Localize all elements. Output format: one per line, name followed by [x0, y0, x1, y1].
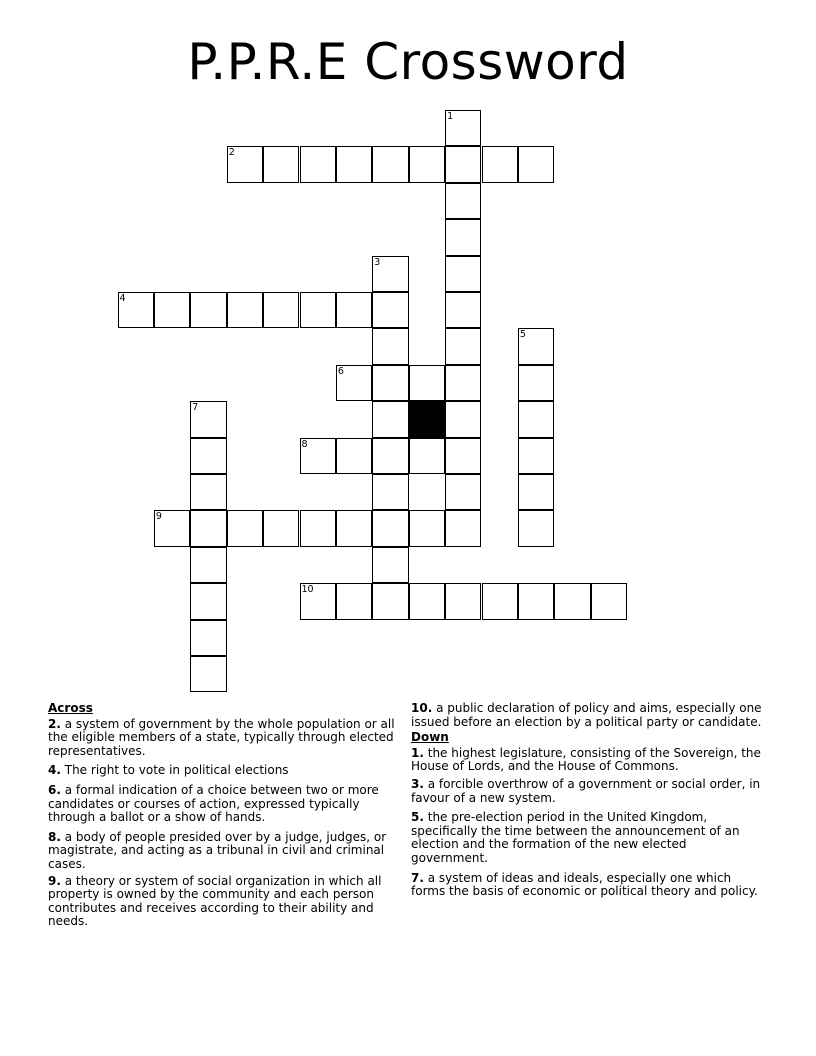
grid-cell[interactable] — [445, 474, 481, 510]
grid-cell[interactable] — [445, 146, 481, 182]
page-title: P.P.R.E Crossword — [187, 33, 629, 91]
clue-number: 2 — [228, 147, 235, 159]
grid-cell[interactable] — [118, 292, 154, 328]
grid-cell[interactable] — [227, 146, 263, 182]
across-clue-8: 8. a body of people presided over by a judge, judges, or magistrate, and acting as a tribunal in civil and criminal cases. — [48, 829, 387, 871]
grid-cell[interactable] — [372, 547, 408, 583]
grid-cell[interactable] — [190, 583, 226, 619]
grid-cell[interactable] — [445, 328, 481, 364]
grid-cell[interactable] — [300, 438, 336, 474]
down-clue-5: 5. the pre-election period in the United Kingdom, specifically the time between the announcement of an election and the formation of the new elected government. — [411, 810, 740, 865]
down-clue-3: 3. a forcible overthrow of a government or social order, in favour of a new system. — [411, 776, 761, 805]
grid-cell[interactable] — [227, 510, 263, 546]
grid-cell[interactable] — [300, 292, 336, 328]
grid-cell[interactable] — [190, 656, 226, 692]
grid-cell[interactable] — [518, 328, 554, 364]
grid-cell[interactable] — [372, 146, 408, 182]
grid-cell[interactable] — [190, 547, 226, 583]
grid-cell[interactable] — [372, 328, 408, 364]
grid-cell[interactable] — [263, 146, 299, 182]
grid-cell[interactable] — [336, 583, 372, 619]
grid-cell[interactable] — [445, 256, 481, 292]
grid-cell[interactable] — [445, 292, 481, 328]
down-heading: Down — [411, 730, 449, 745]
down-clue-7: 7. a system of ideas and ideals, especially one which forms the basis of economic or political theory and policy. — [411, 870, 758, 899]
grid-cell[interactable] — [445, 583, 481, 619]
black-cell — [409, 401, 445, 437]
grid-cell[interactable] — [372, 474, 408, 510]
grid-cell[interactable] — [190, 292, 226, 328]
clue-number: 1 — [447, 111, 454, 122]
grid-cell[interactable] — [263, 510, 299, 546]
clue-number: 3 — [374, 256, 381, 268]
grid-cell[interactable] — [227, 292, 263, 328]
clue-number: 8 — [301, 438, 308, 450]
across-heading: Across — [48, 701, 93, 715]
clue-number: 6 — [337, 365, 344, 377]
grid-cell[interactable] — [300, 510, 336, 546]
grid-cell[interactable] — [154, 292, 190, 328]
grid-cell[interactable] — [409, 438, 445, 474]
grid-cell[interactable] — [591, 583, 627, 619]
grid-cell[interactable] — [445, 365, 481, 401]
grid-cell[interactable] — [300, 146, 336, 182]
clue-number: 4 — [119, 293, 126, 304]
grid-cell[interactable] — [482, 146, 518, 182]
across-clue-4: 4. The right to vote in political elections — [48, 763, 289, 778]
grid-cell[interactable] — [336, 292, 372, 328]
grid-cell[interactable] — [445, 183, 481, 219]
grid-cell[interactable] — [409, 365, 445, 401]
grid-cell[interactable] — [518, 510, 554, 546]
grid-cell[interactable] — [445, 510, 481, 546]
grid-cell[interactable] — [372, 401, 408, 437]
grid-cell[interactable] — [190, 620, 226, 656]
grid-cell[interactable] — [372, 292, 408, 328]
grid-cell[interactable] — [518, 365, 554, 401]
grid-cell[interactable] — [409, 146, 445, 182]
grid-cell[interactable] — [445, 438, 481, 474]
grid-cell[interactable] — [336, 510, 372, 546]
grid-cell[interactable] — [518, 146, 554, 182]
grid-cell[interactable] — [190, 438, 226, 474]
grid-cell[interactable] — [372, 438, 408, 474]
across-clue-6: 6. a formal indication of a choice between two or more candidates or courses of action, expressed typically through a ballot or a show of hands. — [48, 782, 379, 825]
clue-number: 7 — [192, 402, 199, 414]
grid-cell[interactable] — [154, 510, 190, 546]
grid-cell[interactable] — [518, 401, 554, 437]
grid-cell[interactable] — [336, 146, 372, 182]
grid-cell[interactable] — [445, 219, 481, 255]
grid-cell[interactable] — [409, 583, 445, 619]
grid-cell[interactable] — [372, 510, 408, 546]
grid-cell[interactable] — [336, 365, 372, 401]
across-clue-9: 9. a theory or system of social organization in which all property is owned by the community and each person contributes and receives according to their ability and needs. — [48, 873, 382, 929]
grid-cell[interactable] — [336, 438, 372, 474]
grid-cell[interactable] — [445, 401, 481, 437]
across-clue-2: 2. a system of government by the whole population or all the eligible members of a state, typically through elected representatives. — [48, 716, 395, 758]
clues-left-column — [48, 702, 406, 929]
across-clue-10: 10. a public declaration of policy and aims, especially one issued before an election by a political party or candidate. — [411, 701, 762, 729]
clues-right-column — [411, 702, 763, 899]
grid-cell[interactable] — [190, 401, 226, 437]
grid-cell[interactable] — [372, 365, 408, 401]
clue-number: 10 — [301, 584, 314, 596]
grid-cell[interactable] — [518, 438, 554, 474]
clue-number: 5 — [519, 329, 526, 341]
grid-cell[interactable] — [372, 583, 408, 619]
down-clue-1: 1. the highest legislature, consisting of the Sovereign, the House of Lords, and the House of Commons. — [411, 745, 761, 774]
grid-cell[interactable] — [554, 583, 590, 619]
grid-cell[interactable] — [518, 474, 554, 510]
grid-cell[interactable] — [372, 256, 408, 292]
grid-cell[interactable] — [190, 474, 226, 510]
clue-number: 9 — [155, 511, 162, 523]
grid-cell[interactable] — [190, 510, 226, 546]
grid-cell[interactable] — [300, 583, 336, 619]
grid-cell[interactable] — [445, 110, 481, 146]
grid-cell[interactable] — [263, 292, 299, 328]
grid-cell[interactable] — [482, 583, 518, 619]
grid-cell[interactable] — [409, 510, 445, 546]
grid-cell[interactable] — [518, 583, 554, 619]
